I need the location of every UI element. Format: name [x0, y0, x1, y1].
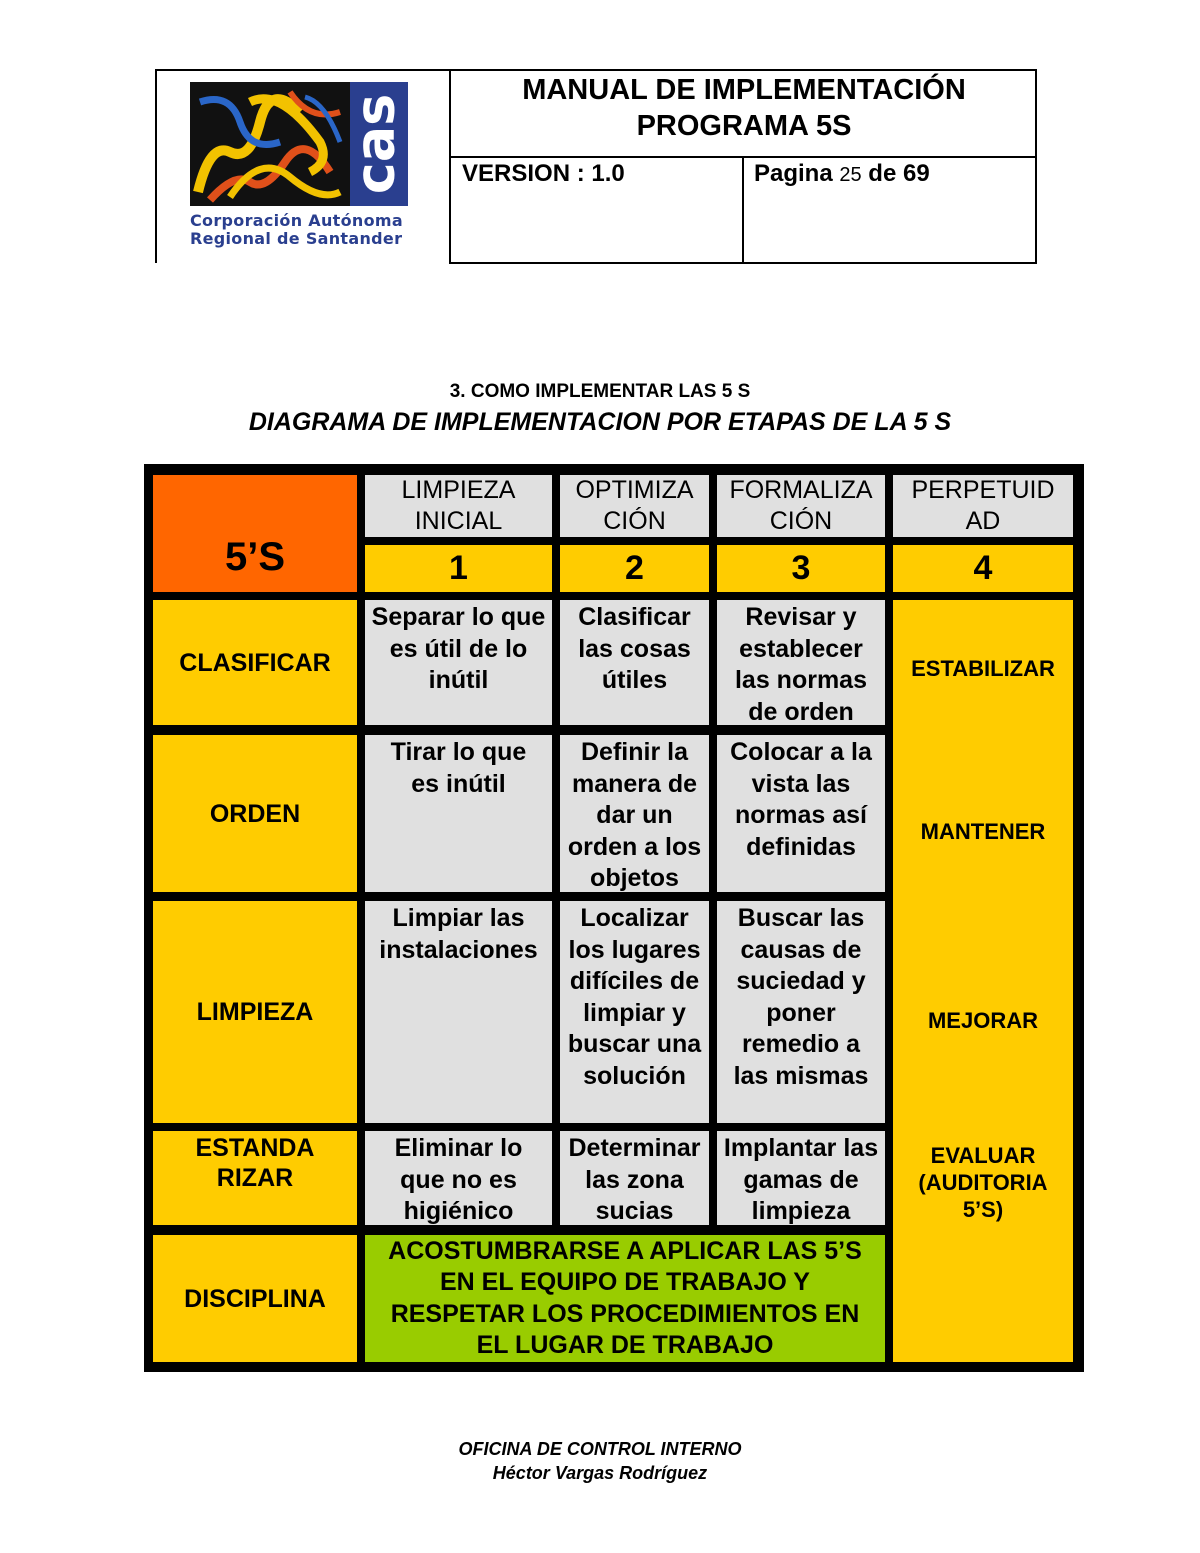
stage-3-line2: CIÓN	[769, 507, 833, 535]
cell-estandarizar-2: Determinar las zona sucias	[560, 1131, 709, 1225]
corner-5s-text: 5’S	[224, 535, 286, 579]
stage-3-line1: FORMALIZA	[729, 476, 873, 504]
logo-org-name	[190, 212, 403, 248]
row-label-limpieza: LIMPIEZA	[153, 901, 357, 1123]
cell-limpieza-3: Buscar las causas de suciedad y poner remedio a las mismas	[717, 901, 885, 1123]
stage-number-4: 4	[893, 545, 1073, 592]
stage-4-line2: AD	[965, 507, 1001, 535]
stage-number-2: 2	[560, 545, 709, 592]
cell-limpieza-1: Limpiar las instalaciones	[365, 901, 552, 1123]
stage-2-line2: CIÓN	[603, 507, 666, 535]
stage-header-1	[365, 475, 552, 537]
stage-number-1: 1	[365, 545, 552, 592]
row-label-estandarizar-line1: ESTANDA	[195, 1134, 315, 1162]
corner-5s-cell	[153, 475, 357, 592]
cell-estandarizar-3: Implantar las gamas de limpieza	[717, 1131, 885, 1225]
stage-1-line2: INICIAL	[414, 507, 503, 535]
cell-orden-3: Colocar a la vista las normas así definidas	[717, 735, 885, 892]
cell-clasificar-3: Revisar y establecer las normas de orden	[717, 600, 885, 725]
page-number: 25	[839, 164, 862, 186]
stage-4-line1: PERPETUID	[911, 476, 1055, 504]
stage-header-2	[560, 475, 709, 537]
footer-office: OFICINA DE CONTROL INTERNO	[458, 1439, 742, 1459]
page-label: Pagina	[754, 160, 833, 187]
stage-1-line1: LIMPIEZA	[401, 476, 516, 504]
version-label: VERSION : 1.0	[462, 160, 625, 187]
logo-org-line2: Regional de Santander	[190, 229, 403, 248]
cell-disciplina-merged: ACOSTUMBRARSE A APLICAR LAS 5’S EN EL EQUIPO DE TRABAJO Y RESPETAR LOS PROCEDIMIENTOS EN EL LUGAR DE TRABAJO	[365, 1235, 885, 1362]
step-mantener: MANTENER	[920, 818, 1046, 844]
diagram-title: DIAGRAMA DE IMPLEMENTACION POR ETAPAS DE LA 5 S	[248, 408, 952, 436]
stage-header-3	[717, 475, 885, 537]
cell-clasificar-1: Separar lo que es útil de lo inútil	[365, 600, 552, 725]
page-indicator	[754, 160, 930, 188]
stage-2-line1: OPTIMIZA	[575, 476, 694, 504]
perpetuidad-column	[893, 600, 1073, 1362]
step-evaluar: EVALUAR (AUDITORIA 5’S)	[918, 1142, 1048, 1222]
title-line2: PROGRAMA 5S	[636, 110, 852, 142]
step-estabilizar: ESTABILIZAR	[911, 655, 1055, 681]
title-line1: MANUAL DE IMPLEMENTACIÓN	[522, 74, 966, 106]
footer-author: Héctor Vargas Rodríguez	[492, 1463, 708, 1483]
row-label-clasificar: CLASIFICAR	[153, 600, 357, 725]
cell-clasificar-2: Clasificar las cosas útiles	[560, 600, 709, 725]
cell-orden-2: Definir la manera de dar un orden a los objetos	[560, 735, 709, 892]
document-title	[452, 72, 1036, 144]
stage-header-4	[893, 475, 1073, 537]
page-total: de 69	[868, 160, 930, 187]
cell-orden-1: Tirar lo que es inútil	[365, 735, 552, 892]
logo-mark-text: cas	[343, 93, 407, 195]
cell-limpieza-2: Localizar los lugares difíciles de limpiar y buscar una solución	[560, 901, 709, 1123]
row-label-estandarizar-line2: RIZAR	[216, 1164, 294, 1192]
row-label-orden: ORDEN	[153, 735, 357, 892]
stage-number-3: 3	[717, 545, 885, 592]
step-mejorar: MEJORAR	[927, 1007, 1038, 1033]
row-label-estandarizar	[153, 1131, 357, 1225]
cas-logo-icon	[190, 82, 410, 206]
row-label-disciplina: DISCIPLINA	[153, 1235, 357, 1362]
logo-org-line1: Corporación Autónoma	[190, 211, 403, 230]
section-heading: 3. COMO IMPLEMENTAR LAS 5 S	[449, 381, 751, 402]
cell-estandarizar-1: Eliminar lo que no es higiénico	[365, 1131, 552, 1225]
